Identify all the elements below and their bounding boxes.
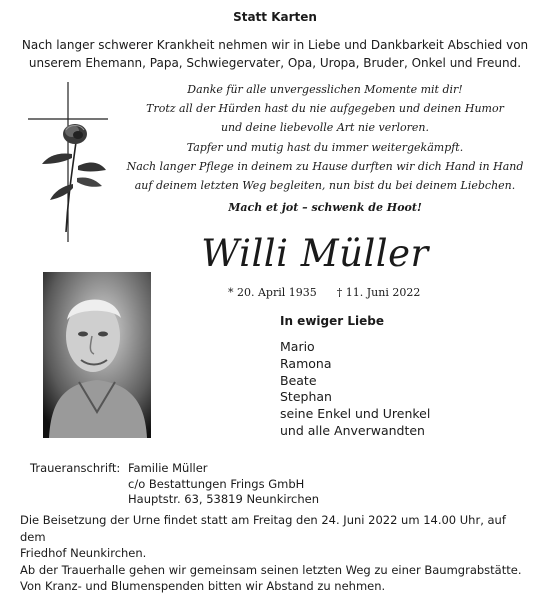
birth-date: * 20. April 1935 (228, 286, 317, 299)
footer-line: Friedhof Neunkirchen. (20, 546, 147, 560)
intro-line: Nach langer schwerer Krankheit nehmen wir in Liebe und Dankbarkeit Abschied von (21, 38, 529, 52)
portrait-photo (43, 272, 151, 438)
mourner-name: Mario (280, 339, 315, 354)
motto: Mach et jot – schwenk de Hoot! (228, 201, 422, 214)
poem-line: Trotz all der Hürden hast du nie aufgegeben und deinen Humor (146, 102, 504, 116)
footer-line: Von Kranz- und Blumenspenden bitten wir Abstand zu nehmen. (20, 579, 386, 593)
footer-line: Die Beisetzung der Urne findet statt am Freitag den 24. Juni 2022 um 14.00 Uhr, auf dem (20, 513, 506, 544)
intro-line: unserem Ehemann, Papa, Schwiegervater, Opa, Uropa, Bruder, Onkel und Freund. (28, 56, 522, 70)
address-line: c/o Bestattungen Frings GmbH (128, 476, 305, 491)
mourner-name: Beate (280, 372, 317, 388)
mourners-list (280, 339, 430, 440)
footer-line: Ab der Trauerhalle gehen wir gemeinsam seinen letzten Weg zu einer Baumgrabstätte. (20, 562, 522, 577)
cross-with-rose-icon (28, 82, 124, 242)
poem-line: Danke für alle unvergesslichen Momente mit dir! (187, 83, 463, 96)
life-dates (228, 286, 440, 299)
funeral-notice (20, 512, 535, 595)
poem (120, 80, 530, 195)
mourner-name: Ramona (280, 355, 332, 371)
heading: Statt Karten (233, 10, 317, 24)
address-label: Traueranschrift: (30, 461, 121, 475)
mourner-name: und alle Anverwandten (280, 422, 425, 438)
eternal-love-heading: In ewiger Liebe (280, 314, 384, 328)
deceased-name: Willi Müller (201, 232, 429, 275)
poem-line: auf deinem letzten Weg begleiten, nun bist du bei deinem Liebchen. (134, 179, 516, 193)
poem-line: und deine liebevolle Art nie verloren. (220, 121, 430, 135)
mourner-name: Stephan (280, 389, 332, 405)
address-line: Hauptstr. 63, 53819 Neunkirchen (128, 492, 320, 506)
address-line: Familie Müller (128, 461, 208, 475)
address-lines (128, 461, 319, 508)
death-date: † 11. Juni 2022 (336, 286, 421, 299)
mourner-name: seine Enkel und Urenkel (280, 406, 431, 422)
poem-line: Tapfer und mutig hast du immer weitergekämpft. (186, 140, 464, 154)
intro-text (20, 36, 530, 72)
poem-line: Nach langer Pflege in deinem zu Hause durften wir dich Hand in Hand (126, 159, 524, 173)
